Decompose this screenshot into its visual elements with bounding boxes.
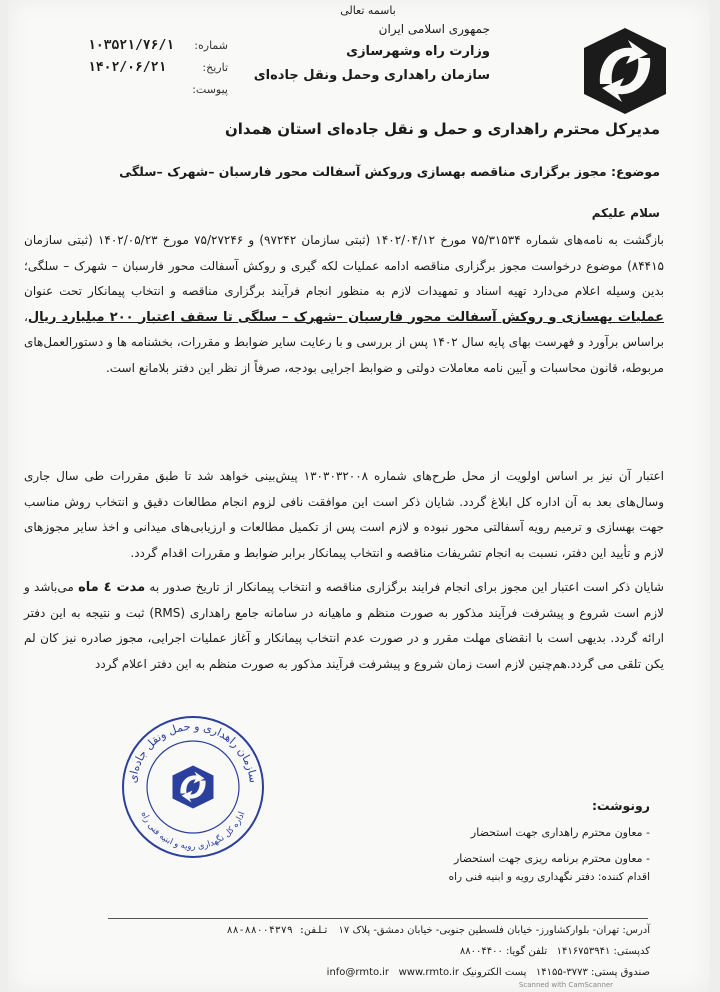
paragraph-1	[24, 228, 664, 381]
greeting: سلام علیکم	[591, 206, 660, 220]
letter-date-label: تاریخ:	[202, 60, 228, 74]
header-organization: سازمان راهداری وحمل ونقل جاده‌ای	[253, 68, 490, 83]
paragraph-1-text-b: ، براساس برآورد و فهرست بهای پایه سال ۱۴۰۲ پس از بررسی و با رعایت سایر ضوابط و مقررات، بخشنامه ها و دستورالعمل‌های مربوطه، قانون محاسبات و آیین نامه معاملات دولتی و ضوابط اجرایی بودجه، صرفاً از نظر این دفتر بلامانع است.	[24, 309, 665, 375]
footer-fax: تلفن گویا: ۸۸۰۰۴۴۰۰	[459, 946, 548, 957]
footer-row-2	[90, 941, 650, 962]
action-by-value: دفتر نگهداری رویه و ابنیه فنی راه	[448, 871, 595, 883]
action-by-label: اقدام کننده:	[597, 871, 650, 883]
copies-list	[390, 820, 650, 872]
letter-attachment-label: پیوست:	[192, 82, 228, 96]
copy-recipient-2: - معاون محترم برنامه ریزی جهت استحضار	[453, 852, 650, 865]
footer-row-1	[90, 920, 650, 941]
footer-row-3	[90, 962, 650, 983]
stamp-ring-text: سازمان راهداری و حمل ونقل جاده‌ای	[126, 719, 260, 784]
paragraph-3-duration: مدت ٤ ماه	[78, 580, 146, 595]
letter-attachment-row	[88, 78, 228, 100]
copy-recipient-1: - معاون محترم راهداری جهت استحضار	[470, 826, 650, 839]
header-ministry: وزارت راه وشهرسازی	[346, 44, 490, 59]
footer	[90, 920, 650, 983]
action-by	[430, 866, 650, 888]
paragraph-1-text-a: بازگشت به نامه‌های شماره ۷۵/۳۱۵۳۴ مورخ ۱۴۰۲/۰۴/۱۲ (ثبتی سازمان ۹۷۲۴۲) و ۷۵/۲۷۲۴۶ مورخ ۱۴۰۲/۰۵/۲۳ (ثبتی سازمان ۸۴۴۱۵) موضوع درخواست مجوز برگزاری مناقصه ادامه عملیات لکه گیری و روکش آسفالت محور فارسبان – شهرک – سلگی؛ بدین وسیله اعلام می‌دارد تهیه اسناد و تمهیدات لازم به منظور انجام فرآیند برگزاری مناقصه و انتخاب پیمانکار تحت عنوان	[24, 233, 665, 298]
copies-title: رونوشت:	[591, 798, 650, 813]
stamp-bottom-text: اداره کل نگهداری رویه و ابنیه فنی راه	[138, 810, 248, 852]
recipient: مدیرکل محترم راهداری و حمل و نقل جاده‌ای استان همدان	[224, 120, 660, 138]
footer-email-label: پست الکترونیک	[462, 967, 527, 978]
letter-meta	[88, 34, 228, 100]
footer-web[interactable]: www.rmto.ir	[398, 967, 459, 978]
footer-phone: تلفن: ۸۸۰۰۴۳۷۹-۸۸	[226, 925, 329, 936]
footer-pobox: صندوق پستی: ۳۷۷۳-۱۴۱۵۵	[535, 967, 650, 978]
stamp-emblem-icon	[173, 766, 214, 809]
paragraph-3	[24, 575, 664, 677]
paragraph-3-text-b: می‌باشد و لازم است شروع و پیشرفت فرآیند مذکور به صورت منظم و ماهیانه در سامانه جامع راهداری (RMS) ثبت و نتیجه به این دفتر ارائه گردد. بدیهی است با انقضای مهلت مقرر و در صورت عدم انتخاب پیمانکار و آغاز عملیات اجرایی، مجوز صادره نیز کان لم یکن تلقی می گردد.هم‌چنین لازم است زمان شروع و پیشرفت فرآیند مذکور به صورت منظم به این دفتر اعلام گردد	[24, 580, 664, 671]
footer-address: آدرس: تهران- بلوارکشاورز- خیابان فلسطین جنوبی- خیابان دمشق- پلاک ۱۷	[338, 925, 650, 936]
paragraph-1-highlight: عملیات بهسازی و روکش آسفالت محور فارسبان –شهرک – سلگی تا سقف اعتبار ۲۰۰ میلیارد ریال	[27, 309, 664, 325]
paragraph-2: اعتبار آن نیز بر اساس اولویت از محل طرح‌های شماره ۱۳۰۳۰۳۲۰۰۸ پیش‌بینی خواهد شد تا طبق مقررات طی سال جاری وسال‌های بعد به آن اداره کل ابلاغ گردد. شایان ذکر است این موافقت نافی لزوم انجام مطالعات دقیق و انتخاب روش مناسب جهت بهسازی و ترمیم رویه آسفالتی محور نبوده و لازم است پس از تکمیل مطالعات و ارزیابی‌های میدانی و اخذ سایر مجوزهای لازم و تأیید این دفتر، نسبت به انجام تشریفات مناقصه و انتخاب پیمانکار برابر ضوابط و مقررات اقدام گردد.	[24, 469, 664, 560]
letter-number-value: ۱۰۳۵۲۱/۷۶/۱	[88, 37, 175, 53]
basmala: باسمه تعالی	[340, 4, 396, 17]
scanner-watermark: Scanned with CamScanner	[518, 981, 614, 989]
footer-postal: کدپستی: ۱۴۱۶۷۵۳۹۴۱	[556, 946, 650, 957]
rmto-logo	[580, 26, 670, 116]
header-country: جمهوری اسلامی ایران	[378, 22, 490, 36]
subject-line: موضوع: مجوز برگزاری مناقصه بهسازی وروکش آسفالت محور فارسبان –شهرک –سلگی	[119, 164, 660, 179]
official-stamp	[118, 712, 268, 862]
letter-number-label: شماره:	[194, 38, 228, 52]
letter-number-row	[88, 34, 228, 56]
letter-date-value: ۱۴۰۲/۰۶/۲۱	[88, 59, 167, 75]
letter-page	[8, 0, 710, 992]
footer-divider	[108, 918, 648, 919]
letter-date-row	[88, 56, 228, 78]
paragraph-3-text-a: شایان ذکر است اعتبار این مجوز برای انجام فرایند برگزاری مناقصه و انتخاب پیمانکار از تاریخ صدور به	[149, 580, 664, 594]
footer-email[interactable]: info@rmto.ir	[326, 967, 390, 978]
